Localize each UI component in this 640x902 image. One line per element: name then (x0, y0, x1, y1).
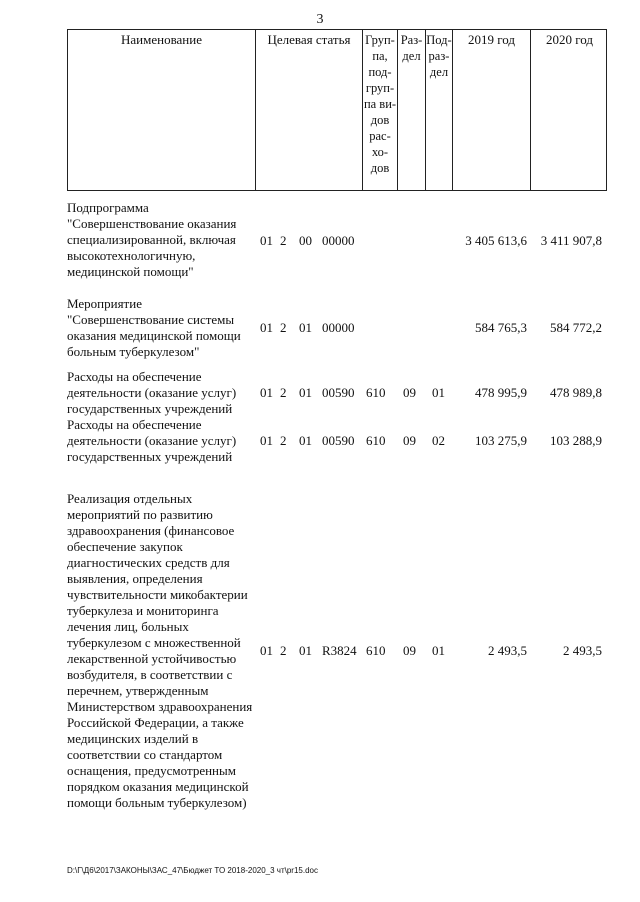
amount-2019: 2 493,5 (488, 643, 527, 658)
code-direction: R3824 (322, 643, 357, 658)
amount-2020: 584 772,2 (550, 320, 602, 335)
row-name-line: медицинской помощи" (67, 264, 194, 279)
code-subsection: 01 (432, 385, 445, 400)
header-year-2019: 2019 год (452, 30, 530, 190)
code-section: 09 (403, 385, 416, 400)
code-direction: 00000 (322, 320, 355, 335)
amount-2019: 3 405 613,6 (465, 233, 527, 248)
code-program: 01 (260, 320, 273, 335)
row-name-line: Министерством здравоохранения (67, 699, 253, 714)
code-event: 01 (299, 433, 312, 448)
code-event: 01 (299, 320, 312, 335)
header-section-line: Раз- (400, 33, 423, 47)
header-name: Наименование (121, 32, 202, 47)
code-program: 01 (260, 433, 273, 448)
row-name-line: Расходы на обеспечение (67, 369, 202, 384)
amount-2020: 2 493,5 (563, 643, 602, 658)
code-program: 01 (260, 233, 273, 248)
amount-2019: 478 995,9 (475, 385, 527, 400)
header-group-line: под- (368, 65, 392, 79)
row-name-line: высокотехнологичную, (67, 248, 196, 263)
header-group-line: Груп- (365, 33, 395, 47)
header-group-line: дов (370, 113, 390, 127)
row-name (67, 369, 257, 417)
row-name-line: диагностических средств для (67, 555, 230, 570)
row-name (67, 417, 257, 465)
header-target-article: Целевая статья (255, 30, 362, 190)
table-header (67, 29, 607, 191)
code-program: 01 (260, 385, 273, 400)
code-section: 09 (403, 433, 416, 448)
row-name (67, 491, 257, 811)
code-event: 01 (299, 385, 312, 400)
code-group: 610 (366, 385, 386, 400)
row-name-line: обеспечение закупок (67, 539, 183, 554)
row-name-line: лечения лиц, больных (67, 619, 189, 634)
row-name-line: перечнем, утвержденным (67, 683, 209, 698)
row-name-line: Расходы на обеспечение (67, 417, 202, 432)
code-direction: 00000 (322, 233, 355, 248)
row-name-line: Мероприятие (67, 296, 142, 311)
file-path-footer: D:\Г\Д6\2017\ЗАКОНЫ\ЗАС_47\Бюджет ТО 2018-2020_3 чт\pr15.doc (67, 866, 318, 875)
row-name-line: "Совершенствование системы (67, 312, 235, 327)
row-name-line: деятельности (оказание услуг) (67, 385, 237, 400)
code-direction: 00590 (322, 385, 355, 400)
code-group: 610 (366, 433, 386, 448)
row-name-line: туберкулеза и мониторинга (67, 603, 219, 618)
code-event: 00 (299, 233, 312, 248)
code-direction: 00590 (322, 433, 355, 448)
code-subprogram: 2 (280, 233, 287, 248)
amount-2020: 3 411 907,8 (540, 233, 602, 248)
header-section-line: дел (402, 49, 421, 63)
row-name-line: оказания медицинской помощи (67, 328, 241, 343)
row-name-line: соответствии со стандартом (67, 747, 223, 762)
header-group-line: рас- (369, 129, 391, 143)
row-name-line: выявления, определения (67, 571, 203, 586)
row-name-line: здравоохранения (финансовое (67, 523, 235, 538)
row-name-line: государственных учреждений (67, 401, 233, 416)
row-name-line: государственных учреждений (67, 449, 233, 464)
code-subsection: 02 (432, 433, 445, 448)
row-name (67, 296, 257, 360)
header-subsection-line: дел (429, 65, 449, 79)
code-subprogram: 2 (280, 643, 287, 658)
header-subsection (425, 30, 452, 190)
header-group (362, 30, 397, 190)
header-year-2020: 2020 год (530, 30, 608, 190)
row-name-line: Российской Федерации, а также (67, 715, 244, 730)
row-name-line: Подпрограмма (67, 200, 149, 215)
row-name-line: лекарственной устойчивостью (67, 651, 237, 666)
row-name-line: специализированной, включая (67, 232, 236, 247)
row-name (67, 200, 257, 280)
code-subprogram: 2 (280, 433, 287, 448)
code-subsection: 01 (432, 643, 445, 658)
amount-2020: 103 288,9 (550, 433, 602, 448)
row-name-line: мероприятий по развитию (67, 507, 213, 522)
row-name-line: оснащения, предусмотренным (67, 763, 236, 778)
header-group-line: груп- (365, 81, 395, 95)
header-group-line: па ви- (363, 97, 397, 111)
row-name-line: деятельности (оказание услуг) (67, 433, 237, 448)
header-section (397, 30, 425, 190)
row-name-line: порядком оказания медицинской (67, 779, 249, 794)
row-name-line: туберкулезом с множественной (67, 635, 241, 650)
row-name-line: "Совершенствование оказания (67, 216, 237, 231)
header-subsection-line: раз- (428, 49, 450, 63)
row-name-line: Реализация отдельных (67, 491, 193, 506)
row-name-line: помощи больным туберкулезом) (67, 795, 247, 810)
header-group-line: хо- (371, 145, 389, 159)
code-event: 01 (299, 643, 312, 658)
header-subsection-line: Под- (426, 33, 452, 47)
page-number: 3 (316, 12, 324, 27)
code-program: 01 (260, 643, 273, 658)
amount-2019: 584 765,3 (475, 320, 527, 335)
header-group-line: дов (370, 161, 390, 175)
header-group-line: па, (372, 49, 388, 63)
row-name-line: чувствительности микобактерии (67, 587, 248, 602)
amount-2020: 478 989,8 (550, 385, 602, 400)
code-group: 610 (366, 643, 386, 658)
amount-2019: 103 275,9 (475, 433, 527, 448)
row-name-line: медицинских изделий в (67, 731, 199, 746)
row-name-line: больным туберкулезом" (67, 344, 200, 359)
row-name-line: возбудителя, в соответствии с (67, 667, 233, 682)
code-subprogram: 2 (280, 320, 287, 335)
code-subprogram: 2 (280, 385, 287, 400)
code-section: 09 (403, 643, 416, 658)
